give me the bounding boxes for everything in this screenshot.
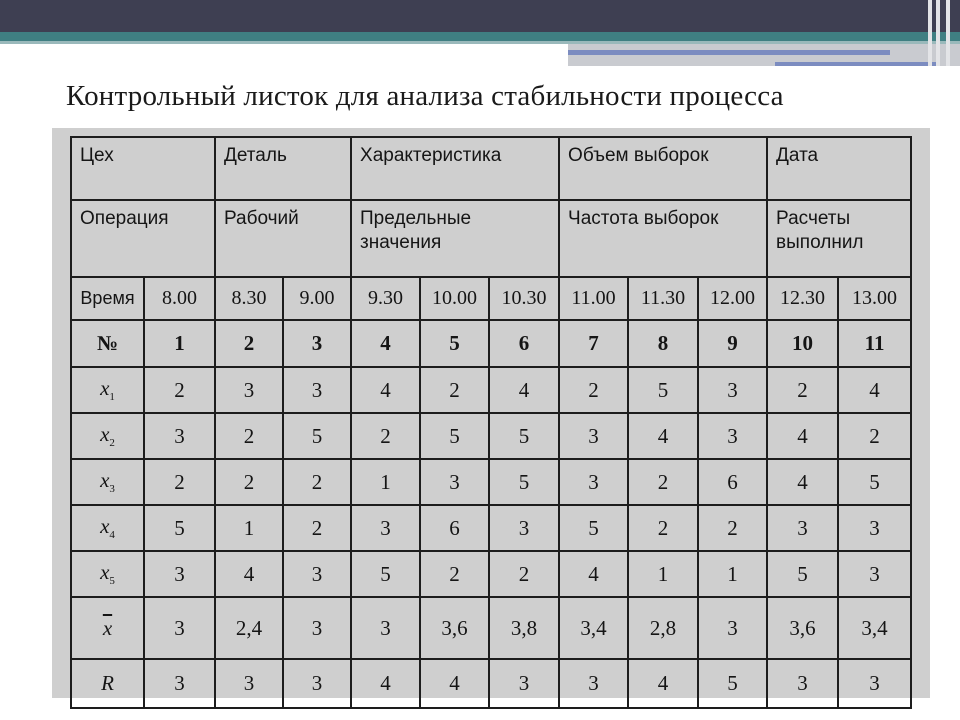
range-cell: 3 bbox=[283, 659, 351, 708]
sample-number-cell: 11 bbox=[838, 320, 911, 367]
time-cell: 10.00 bbox=[420, 277, 489, 320]
value-cell: 2 bbox=[628, 505, 698, 551]
value-cell: 2 bbox=[215, 413, 283, 459]
value-cell: 2 bbox=[351, 413, 420, 459]
time-cell: 10.30 bbox=[489, 277, 559, 320]
mean-cell: 3,4 bbox=[559, 597, 628, 659]
value-cell: 2 bbox=[144, 459, 215, 505]
value-cell: 4 bbox=[767, 413, 838, 459]
value-cell: 3 bbox=[283, 367, 351, 413]
value-cell: 3 bbox=[698, 367, 767, 413]
value-cell: 5 bbox=[767, 551, 838, 597]
value-cell: 3 bbox=[559, 459, 628, 505]
mean-cell: 3 bbox=[283, 597, 351, 659]
row-label: № bbox=[71, 320, 144, 367]
header-stripe bbox=[775, 62, 940, 66]
range-cell: 3 bbox=[215, 659, 283, 708]
header-cell-sample-size: Объем выборок bbox=[559, 137, 767, 200]
value-cell: 3 bbox=[144, 551, 215, 597]
sample-number-cell: 9 bbox=[698, 320, 767, 367]
range-cell: 3 bbox=[489, 659, 559, 708]
mean-cell: 3,6 bbox=[420, 597, 489, 659]
value-cell: 2 bbox=[420, 367, 489, 413]
range-cell: 3 bbox=[838, 659, 911, 708]
header-row-1 bbox=[71, 137, 911, 200]
header-cell-calculated-by: Расчеты выполнил bbox=[767, 200, 911, 277]
time-cell: 13.00 bbox=[838, 277, 911, 320]
sample-number-cell: 8 bbox=[628, 320, 698, 367]
time-cell: 9.00 bbox=[283, 277, 351, 320]
mean-cell: 3,8 bbox=[489, 597, 559, 659]
measurement-row bbox=[71, 551, 911, 597]
value-cell: 3 bbox=[420, 459, 489, 505]
value-cell: 3 bbox=[351, 505, 420, 551]
header-teal-band bbox=[0, 32, 960, 41]
row-label: $x_4$ bbox=[71, 505, 144, 551]
row-label: $x_5$ bbox=[71, 551, 144, 597]
value-cell: 1 bbox=[628, 551, 698, 597]
measurement-row bbox=[71, 367, 911, 413]
time-row bbox=[71, 277, 911, 320]
header-stripe bbox=[568, 50, 890, 55]
value-cell: 1 bbox=[215, 505, 283, 551]
row-label: $x_3$ bbox=[71, 459, 144, 505]
value-cell: 3 bbox=[215, 367, 283, 413]
header-cell-limits: Предельные значения bbox=[351, 200, 559, 277]
value-cell: 4 bbox=[628, 413, 698, 459]
value-cell: 2 bbox=[489, 551, 559, 597]
value-cell: 1 bbox=[698, 551, 767, 597]
time-cell: 9.30 bbox=[351, 277, 420, 320]
header-cell-shop: Цех bbox=[71, 137, 215, 200]
value-cell: 3 bbox=[838, 505, 911, 551]
value-cell: 1 bbox=[351, 459, 420, 505]
header-vertical-bar bbox=[928, 0, 932, 66]
value-cell: 6 bbox=[420, 505, 489, 551]
range-cell: 4 bbox=[628, 659, 698, 708]
range-cell: 3 bbox=[144, 659, 215, 708]
sample-number-row bbox=[71, 320, 911, 367]
sample-number-cell: 1 bbox=[144, 320, 215, 367]
value-cell: 3 bbox=[559, 413, 628, 459]
value-cell: 3 bbox=[838, 551, 911, 597]
mean-cell: 2,4 bbox=[215, 597, 283, 659]
measurement-row bbox=[71, 505, 911, 551]
measurement-row bbox=[71, 459, 911, 505]
sample-number-cell: 6 bbox=[489, 320, 559, 367]
time-cell: 12.30 bbox=[767, 277, 838, 320]
value-cell: 3 bbox=[767, 505, 838, 551]
header-row-2 bbox=[71, 200, 911, 277]
sample-number-cell: 7 bbox=[559, 320, 628, 367]
measurement-row bbox=[71, 413, 911, 459]
range-cell: 4 bbox=[351, 659, 420, 708]
value-cell: 4 bbox=[215, 551, 283, 597]
row-label: $x_1$ bbox=[71, 367, 144, 413]
value-cell: 2 bbox=[283, 459, 351, 505]
mean-cell: 2,8 bbox=[628, 597, 698, 659]
value-cell: 5 bbox=[489, 459, 559, 505]
value-cell: 3 bbox=[489, 505, 559, 551]
value-cell: 2 bbox=[215, 459, 283, 505]
value-cell: 4 bbox=[351, 367, 420, 413]
time-cell: 8.30 bbox=[215, 277, 283, 320]
time-cell: 8.00 bbox=[144, 277, 215, 320]
time-cell: 11.00 bbox=[559, 277, 628, 320]
sample-number-cell: 2 bbox=[215, 320, 283, 367]
sample-number-cell: 5 bbox=[420, 320, 489, 367]
value-cell: 2 bbox=[559, 367, 628, 413]
sample-number-cell: 10 bbox=[767, 320, 838, 367]
value-cell: 5 bbox=[420, 413, 489, 459]
mean-cell: 3,4 bbox=[838, 597, 911, 659]
value-cell: 2 bbox=[838, 413, 911, 459]
value-cell: 3 bbox=[698, 413, 767, 459]
checklist-table bbox=[70, 136, 912, 709]
header-cell-part: Деталь bbox=[215, 137, 351, 200]
value-cell: 2 bbox=[144, 367, 215, 413]
header-cell-worker: Рабочий bbox=[215, 200, 351, 277]
sample-number-cell: 4 bbox=[351, 320, 420, 367]
value-cell: 3 bbox=[144, 413, 215, 459]
mean-cell: 3 bbox=[351, 597, 420, 659]
range-cell: 4 bbox=[420, 659, 489, 708]
row-label: R bbox=[71, 659, 144, 708]
header-cell-date: Дата bbox=[767, 137, 911, 200]
time-cell: 11.30 bbox=[628, 277, 698, 320]
value-cell: 2 bbox=[628, 459, 698, 505]
value-cell: 5 bbox=[351, 551, 420, 597]
sample-number-cell: 3 bbox=[283, 320, 351, 367]
value-cell: 4 bbox=[767, 459, 838, 505]
row-label: Время bbox=[71, 277, 144, 320]
header-cell-frequency: Частота выборок bbox=[559, 200, 767, 277]
mean-cell: 3,6 bbox=[767, 597, 838, 659]
value-cell: 2 bbox=[420, 551, 489, 597]
row-label: $x_2$ bbox=[71, 413, 144, 459]
value-cell: 5 bbox=[283, 413, 351, 459]
header-vertical-bar bbox=[946, 0, 950, 66]
header-dark-band bbox=[0, 0, 960, 32]
mean-cell: 3 bbox=[144, 597, 215, 659]
value-cell: 5 bbox=[838, 459, 911, 505]
range-row bbox=[71, 659, 911, 708]
row-label: $\overline{x}$ bbox=[71, 597, 144, 659]
header-vertical-bar bbox=[936, 0, 940, 66]
value-cell: 4 bbox=[489, 367, 559, 413]
mean-cell: 3 bbox=[698, 597, 767, 659]
header-cell-operation: Операция bbox=[71, 200, 215, 277]
mean-row bbox=[71, 597, 911, 659]
value-cell: 5 bbox=[489, 413, 559, 459]
value-cell: 4 bbox=[838, 367, 911, 413]
value-cell: 6 bbox=[698, 459, 767, 505]
value-cell: 2 bbox=[698, 505, 767, 551]
value-cell: 5 bbox=[628, 367, 698, 413]
range-cell: 5 bbox=[698, 659, 767, 708]
range-cell: 3 bbox=[559, 659, 628, 708]
value-cell: 4 bbox=[559, 551, 628, 597]
time-cell: 12.00 bbox=[698, 277, 767, 320]
scanned-checklist bbox=[52, 128, 930, 698]
value-cell: 2 bbox=[283, 505, 351, 551]
header-cell-characteristic: Характеристика bbox=[351, 137, 559, 200]
value-cell: 3 bbox=[283, 551, 351, 597]
value-cell: 5 bbox=[144, 505, 215, 551]
value-cell: 2 bbox=[767, 367, 838, 413]
slide-title: Контрольный листок для анализа стабильности процесса bbox=[66, 80, 784, 112]
range-cell: 3 bbox=[767, 659, 838, 708]
value-cell: 5 bbox=[559, 505, 628, 551]
